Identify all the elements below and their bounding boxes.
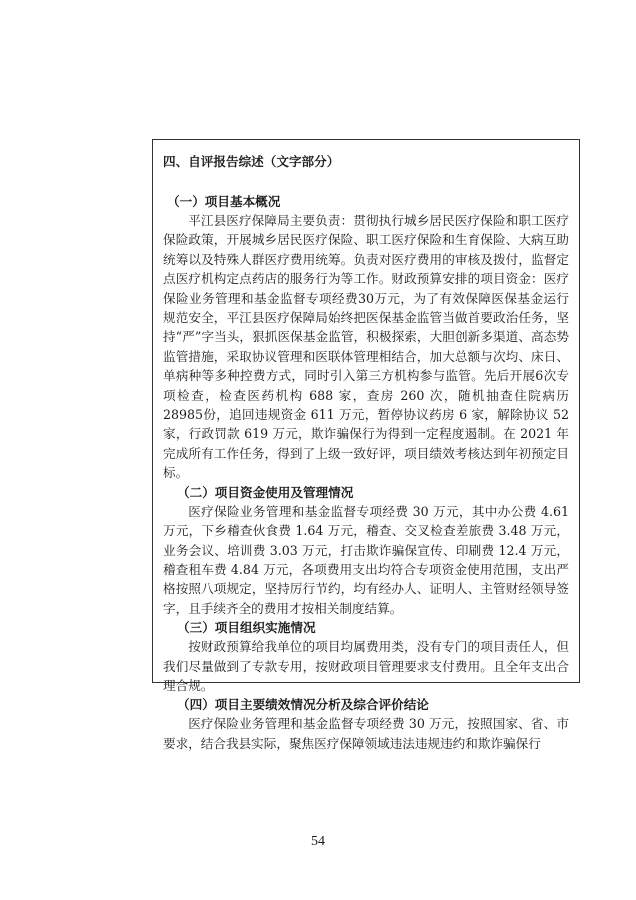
subsection-text-basic-overview: 平江县医疗保障局主要负责：贯彻执行城乡居民医疗保险和职工医疗保险政策，开展城乡居民医疗保险、职工医疗保险和生育保险、大病互助统筹以及特殊人群医疗费用统筹。负责对医疗费用的审核及拨付，监督定点医疗机构定点药店的服务行为等工作。财政预算安排的项目资金：医疗保险业务管理和基金监督专项经费30万元，为了有效保障医保基金运行规范安全，平江县医疗保障局始终把医保基金监管当做首要政治任务，坚持“严”字当头，狠抓医保基金监管，积极探索，大胆创新多渠道、高态势监管措施，采取协议管理和医联体管理相结合，加大总额与次均、床日、单病种等多种控费方式，同时引入第三方机构参与监管。先后开展6次专项检查，检查医药机构 688 家，查房 260 次，随机抽查住院病历 28985份，追回违规资金 611 万元，暂停协议药房 6 家，解除协议 52 家，行政罚款 619 万元，欺诈骗保行为得到一定程度遏制。在 2021 年完成所有工作任务，得到了上级一致好评，项目绩效考核达到年初预定目标。 <box>163 213 569 481</box>
subsection-title-performance: （四）项目主要绩效情况分析及综合评价结论 <box>177 697 429 713</box>
subsection-text-fund-usage: 医疗保险业务管理和基金监督专项经费 30 万元，其中办公费 4.61 万元，下乡稽查伙食费 1.64 万元，稽查、交叉检查差旅费 3.48 万元，业务会议、培训费 3.03 万元，打击欺诈骗保宣传、印刷费 12.4 万元，稽查租车费 4.84 万元，各项费用支出均符合专项资金使用范围，支出严格按照八项规定，坚持厉行节约，均有经办人、证明人、主管财经领导签字，且手续齐全的费用才按相关制度结算。 <box>163 503 569 616</box>
report-content <box>153 140 579 753</box>
subsection-text-implementation: 按财政预算给我单位的项目均属费用类，没有专门的项目责任人，但我们尽量做到了专款专用，按财政项目管理要求支付费用。且全年支出合理合规。 <box>163 639 569 693</box>
subsection-title-implementation: （三）项目组织实施情况 <box>177 620 316 636</box>
report-table-cell <box>152 139 580 751</box>
subsection-title-basic-overview: （一）项目基本概况 <box>167 194 281 209</box>
page-number: 54 <box>311 834 325 849</box>
subsection-text-performance: 医疗保险业务管理和基金监督专项经费 30 万元，按照国家、省、市要求，结合我县实际，聚焦医疗保障领域违法违规违约和欺诈骗保行 <box>163 716 569 751</box>
section-heading: 四、自评报告综述（文字部分） <box>163 154 340 169</box>
subsection-title-fund-usage: （二）项目资金使用及管理情况 <box>177 484 354 500</box>
